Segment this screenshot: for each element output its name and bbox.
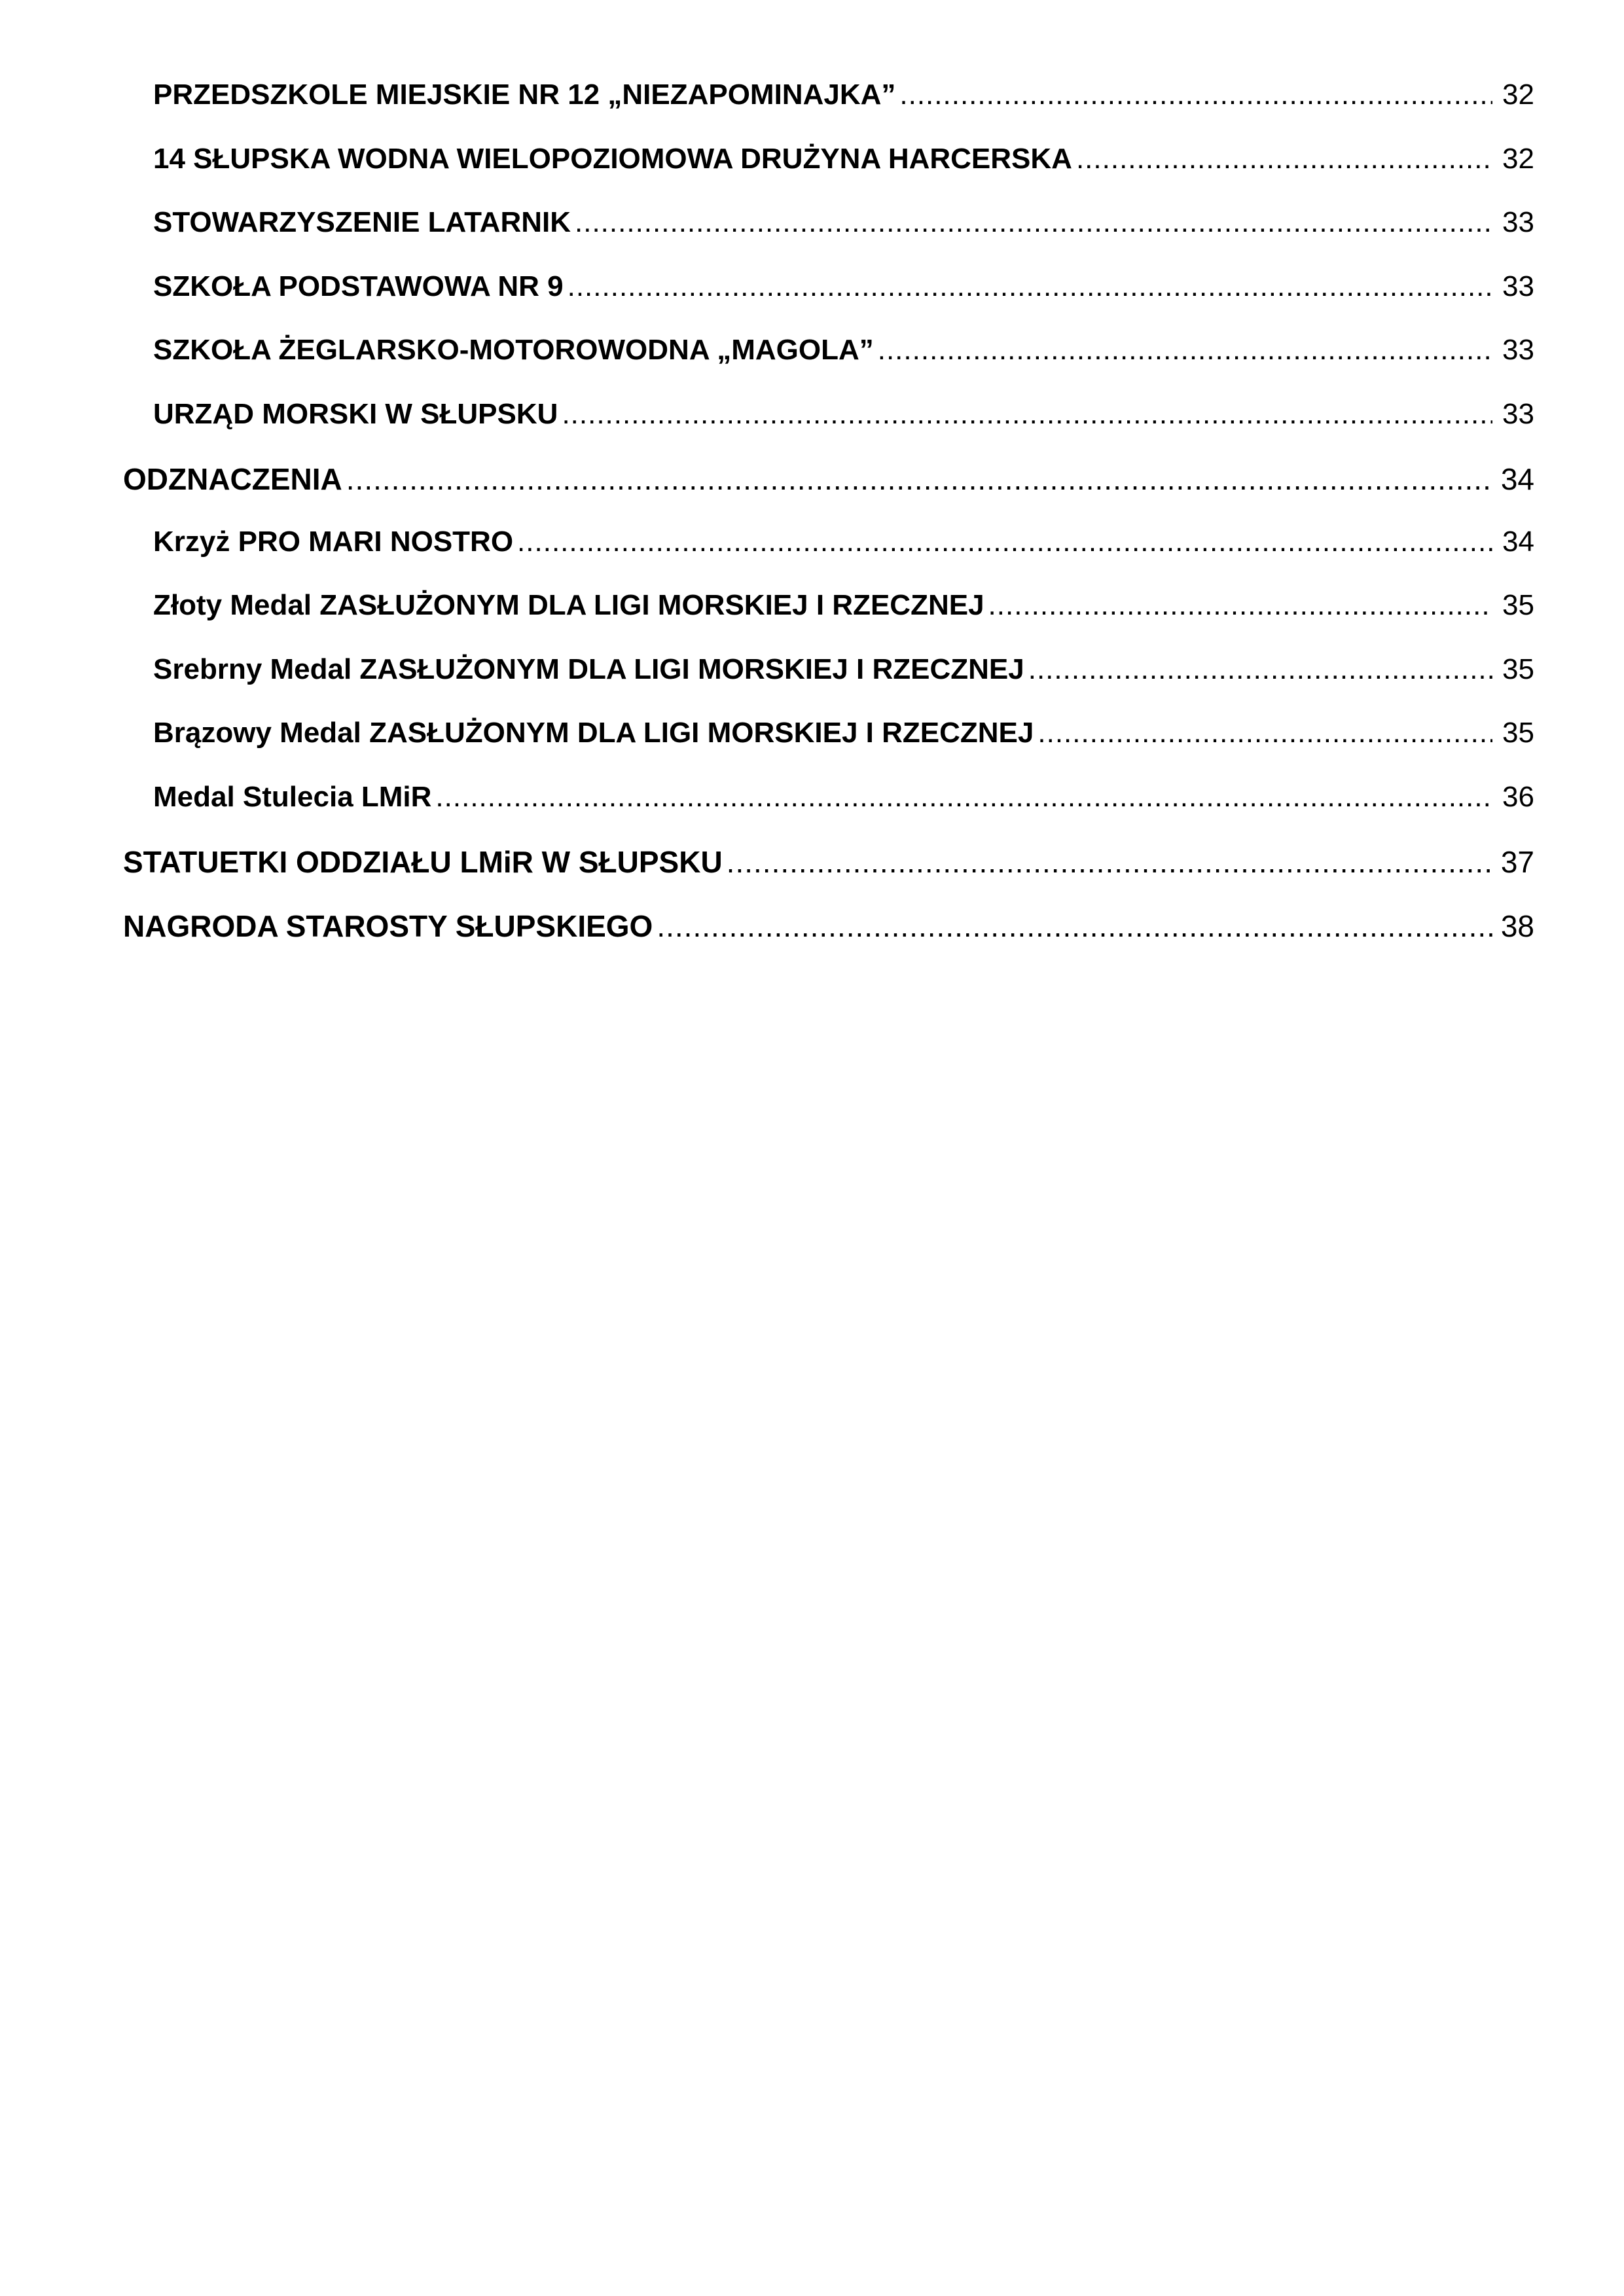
toc-page-number: 38 (1500, 908, 1534, 943)
toc-dot-leader (988, 589, 1492, 622)
toc-entry-title: Medal Stulecia LMiR (153, 780, 432, 813)
toc-page-number: 32 (1502, 142, 1534, 175)
toc-dot-leader (435, 781, 1492, 814)
toc-entry-title: ODZNACZENIA (123, 462, 342, 496)
toc-entry-title: PRZEDSZKOLE MIEJSKIE NR 12 „NIEZAPOMINAJKA” (153, 79, 896, 111)
toc-dot-leader (1038, 717, 1492, 749)
toc-dot-leader (878, 334, 1492, 367)
toc-entry[interactable] (123, 526, 1534, 590)
toc-dot-leader (346, 461, 1492, 497)
toc-entry[interactable] (123, 334, 1534, 398)
toc-dot-leader (657, 908, 1492, 944)
toc-entry-title: Złoty Medal ZASŁUŻONYM DLA LIGI MORSKIEJ I RZECZNEJ (153, 589, 984, 621)
toc-entry[interactable] (123, 206, 1534, 270)
toc-dot-leader (899, 79, 1492, 111)
toc-section-entry[interactable] (123, 461, 1534, 526)
toc-page-number: 36 (1502, 780, 1534, 813)
toc-entry[interactable] (123, 398, 1534, 462)
toc-entry[interactable] (123, 781, 1534, 845)
toc-page-number: 33 (1502, 397, 1534, 430)
toc-page-number: 35 (1502, 589, 1534, 621)
toc-dot-leader (575, 206, 1492, 239)
toc-entry[interactable] (123, 717, 1534, 781)
toc-dot-leader (1028, 653, 1492, 686)
toc-page-number: 33 (1502, 270, 1534, 302)
toc-entry[interactable] (123, 589, 1534, 653)
toc-dot-leader (562, 398, 1492, 431)
toc-entry[interactable] (123, 653, 1534, 717)
toc-section-entry[interactable] (123, 908, 1534, 973)
toc-entry[interactable] (123, 79, 1534, 143)
toc-page-number: 33 (1502, 334, 1534, 366)
toc-entry-title: NAGRODA STAROSTY SŁUPSKIEGO (123, 908, 653, 943)
toc-entry[interactable] (123, 270, 1534, 334)
toc-entry-title: STOWARZYSZENIE LATARNIK (153, 206, 571, 238)
toc-section-entry[interactable] (123, 844, 1534, 908)
toc-dot-leader (517, 526, 1492, 558)
toc-page-number: 35 (1502, 717, 1534, 749)
toc-dot-leader (727, 844, 1492, 880)
toc-entry-title: STATUETKI ODDZIAŁU LMiR W SŁUPSKU (123, 845, 723, 879)
toc-entry-title: URZĄD MORSKI W SŁUPSKU (153, 397, 558, 430)
toc-entry-title: 14 SŁUPSKA WODNA WIELOPOZIOMOWA DRUŻYNA HARCERSKA (153, 142, 1072, 175)
table-of-contents (123, 79, 1534, 972)
toc-dot-leader (1076, 143, 1492, 175)
toc-page-number: 37 (1500, 845, 1534, 879)
toc-page-number: 32 (1502, 79, 1534, 111)
toc-entry-title: Srebrny Medal ZASŁUŻONYM DLA LIGI MORSKIEJ I RZECZNEJ (153, 653, 1024, 685)
toc-entry-title: SZKOŁA ŻEGLARSKO-MOTOROWODNA „MAGOLA” (153, 334, 874, 366)
toc-dot-leader (568, 270, 1492, 303)
toc-entry[interactable] (123, 143, 1534, 207)
toc-entry-title: Krzyż PRO MARI NOSTRO (153, 525, 514, 558)
toc-page-number: 34 (1502, 525, 1534, 558)
toc-entry-title: Brązowy Medal ZASŁUŻONYM DLA LIGI MORSKIEJ I RZECZNEJ (153, 717, 1034, 749)
toc-entry-title: SZKOŁA PODSTAWOWA NR 9 (153, 270, 564, 302)
toc-page-number: 35 (1502, 653, 1534, 685)
toc-page-number: 33 (1502, 206, 1534, 238)
toc-page-number: 34 (1500, 462, 1534, 496)
